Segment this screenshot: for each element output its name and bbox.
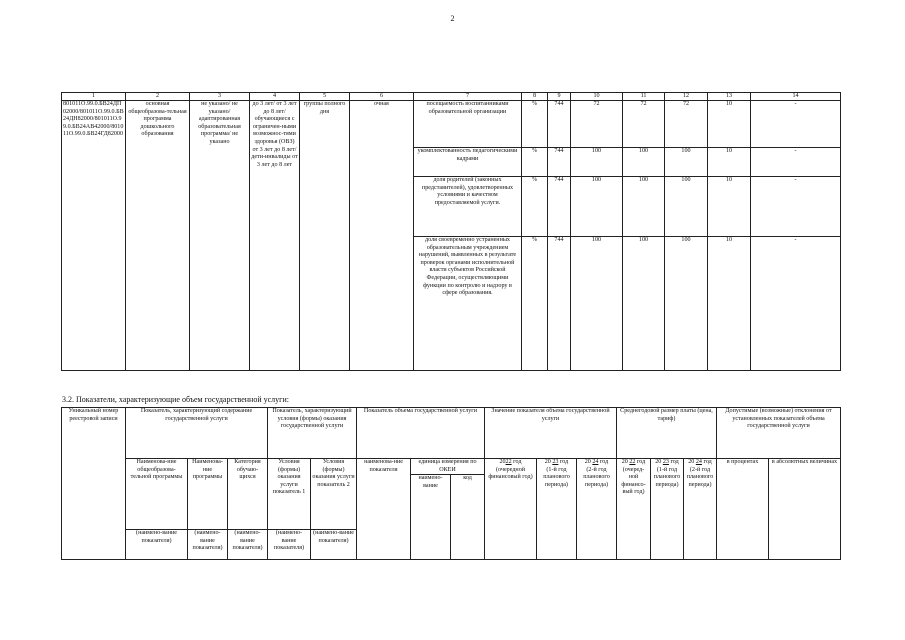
name-placeholder: (наимено-вание показателя) xyxy=(268,530,311,560)
deviation-percent: 10 xyxy=(708,237,751,371)
okei-code: 744 xyxy=(548,177,571,237)
col-number: 11 xyxy=(623,93,665,101)
value-year-3-header: 20 24 год (2-й год планового периода) xyxy=(576,459,616,560)
stay-mode: группы полного дня xyxy=(300,101,350,371)
deviation-percent-header: в процентах xyxy=(717,459,769,560)
col-number: 6 xyxy=(350,93,414,101)
unit-code-header: код xyxy=(451,475,485,560)
volume-unit-header: единица измерения по ОКЕИ xyxy=(411,459,485,475)
col-number: 4 xyxy=(250,93,300,101)
conditions-header: Показатель, характеризующий условия (формы) оказания государственной услуги xyxy=(268,408,357,459)
fee-header: Среднегодовой размер платы (цена, тариф) xyxy=(617,408,717,459)
col-number: 8 xyxy=(522,93,548,101)
value-year-3: 100 xyxy=(665,148,708,177)
okei-code: 744 xyxy=(548,101,571,148)
col-number: 7 xyxy=(414,93,522,101)
volume-title: Показатель объема государственной услуги xyxy=(363,408,478,414)
value-year-2: 100 xyxy=(623,148,665,177)
column-number-row xyxy=(62,93,841,101)
value-year-2: 72 xyxy=(623,101,665,148)
values-header: Значение показателя объема государственной услуги xyxy=(484,408,616,459)
col-number: 2 xyxy=(126,93,190,101)
header-row xyxy=(62,459,841,475)
deviation-absolute: - xyxy=(751,148,841,177)
col-number: 13 xyxy=(708,93,751,101)
value-year-1: 72 xyxy=(571,101,623,148)
registry-header: Уникальный номер реестровой записи xyxy=(62,408,126,560)
conditions-sub-2: Условия (формы) оказания услуги показатель 2 xyxy=(311,459,357,530)
name-placeholder: (наимено-вание показателя) xyxy=(311,530,357,560)
value-year-2-header: 20 23 год (1-й год планового периода) xyxy=(536,459,576,560)
volume-name-header: наименова-ние показателя xyxy=(357,459,411,560)
unit: % xyxy=(522,101,548,148)
unit: % xyxy=(522,237,548,371)
deviation-absolute: - xyxy=(751,237,841,371)
okei-code: 744 xyxy=(548,148,571,177)
content-header: Показатель, характеризующий содержание государственной услуги xyxy=(126,408,268,459)
value-year-3: 100 xyxy=(665,237,708,371)
name-placeholder: (наимено-вание показателя) xyxy=(228,530,268,560)
name-placeholder: (наимено-вание показателя) xyxy=(126,530,188,560)
okei-code: 744 xyxy=(548,237,571,371)
quality-indicators-table xyxy=(61,92,841,371)
header-row xyxy=(62,408,841,459)
student-category: до 3 лет/ от 3 лет до 8 лет/ обучающиеся с ограничен-ными возможнос-тями здоровья (ОВЗ) от 3 лет до 8 лет/ дети-инвалиды от 3 лет до 8 лет xyxy=(250,101,300,371)
value-year-3: 100 xyxy=(665,177,708,237)
table-row xyxy=(62,101,841,148)
program-type: не указано/ не указано/ адаптированная образовательная программа/ не указано xyxy=(190,101,250,371)
col-number: 12 xyxy=(665,93,708,101)
value-year-3: 72 xyxy=(665,101,708,148)
deviation-absolute: - xyxy=(751,101,841,148)
value-year-1: 100 xyxy=(571,237,623,371)
registry-number: 801011О.99.0.БВ24ДП02000/801011О.99.0.БВ24ДН82000/801011О.99.0.БВ24АВ42000/801011О.99.0.БВ24ГД82000 xyxy=(62,101,126,371)
unit-name-header: наимено-вание xyxy=(411,475,451,560)
page-number: 2 xyxy=(450,14,455,23)
col-number: 9 xyxy=(548,93,571,101)
col-number: 1 xyxy=(62,93,126,101)
conditions-sub-1: Условия (формы) оказания услуги показатель 1 xyxy=(268,459,311,530)
content-sub-2: Наименова-ние программы xyxy=(188,459,228,530)
program-name: основная общеобразова-тельная программа дошкольного образования xyxy=(126,101,190,371)
col-number: 3 xyxy=(190,93,250,101)
value-year-2: 100 xyxy=(623,237,665,371)
deviation-header: Допустимые (возможные) отклонения от установленных показателей объема государственной услуги xyxy=(717,408,841,459)
indicator-name: доля родителей (законных представителей), удовлетворенных условиями и качеством предоставляемой услуги. xyxy=(414,177,522,237)
deviation-percent: 10 xyxy=(708,177,751,237)
value-year-1: 100 xyxy=(571,148,623,177)
deviation-absolute: - xyxy=(751,177,841,237)
col-number: 5 xyxy=(300,93,350,101)
fee-year-3-header: 20 24 год (2-й год планового периода) xyxy=(684,459,717,560)
indicator-name: посещаемость воспитанниками образовательной организации xyxy=(414,101,522,148)
value-year-2: 100 xyxy=(623,177,665,237)
name-placeholder: (наимено-вание показателя) xyxy=(188,530,228,560)
fee-year-1-header: 20 22 год (очеред-ной финансо-вый год) xyxy=(617,459,651,560)
deviation-absolute-header: в абсолютных величинах xyxy=(769,459,841,560)
value-year-1-header: 2022 год (очередной финансовый год) xyxy=(484,459,536,560)
volume-header xyxy=(357,408,485,459)
unit: % xyxy=(522,177,548,237)
fee-year-2-header: 20 23 год (1-й год планового периода) xyxy=(651,459,684,560)
content-sub-3: Категория обучаю-щихся xyxy=(228,459,268,530)
section-heading: 3.2. Показатели, характеризующие объем государственной услуги: xyxy=(62,395,289,404)
indicator-name: укомплектованность педагогическими кадрами xyxy=(414,148,522,177)
value-year-1: 100 xyxy=(571,177,623,237)
col-number: 14 xyxy=(751,93,841,101)
deviation-percent: 10 xyxy=(708,101,751,148)
education-form: очная xyxy=(350,101,414,371)
indicator-name: доля своевременно устраненных образовательным учреждением нарушений, выявленных в результате проверок органами исполнительной власти субъектов Российской Федерации, осуществляющими функции по контролю и надзору в сфере образования. xyxy=(414,237,522,371)
unit: % xyxy=(522,148,548,177)
deviation-percent: 10 xyxy=(708,148,751,177)
col-number: 10 xyxy=(571,93,623,101)
volume-indicators-table xyxy=(61,407,841,560)
content-sub-1: Наименова-ние общеобразова-тельной программы xyxy=(126,459,188,530)
